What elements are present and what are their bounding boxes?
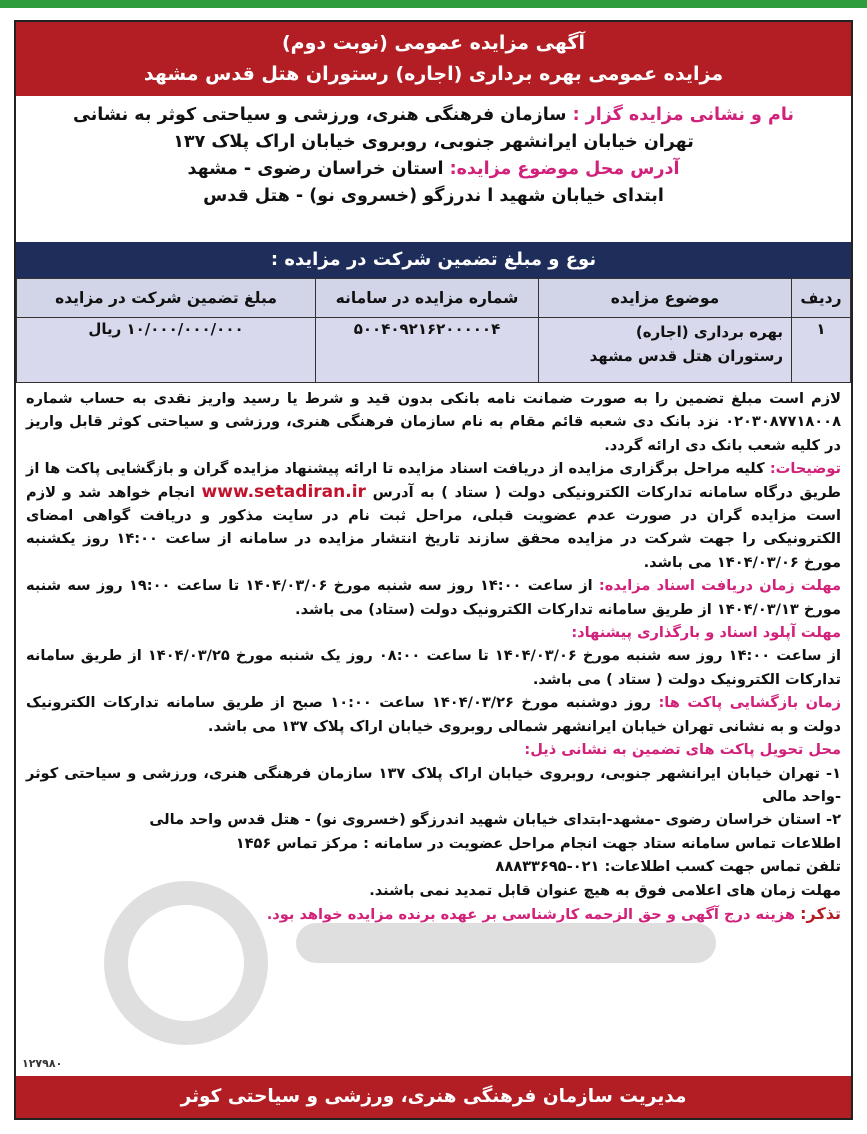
top-green-rule: [0, 0, 867, 8]
organizer-section: [16, 96, 851, 242]
cell-number: ۵۰۰۴۰۹۲۱۶۲۰۰۰۰۰۴: [316, 318, 539, 383]
table-row: [17, 318, 851, 383]
delivery-label: محل تحویل پاکت های تضمین به نشانی ذیل:: [524, 741, 841, 759]
delivery-address-2: ۲- استان خراسان رضوی -مشهد-ابتدای خیابان شهید اندرزگو (خسروی نو) - هتل قدس واحد مالی: [149, 811, 841, 829]
cell-subject-line-1: بهره برداری (اجاره): [635, 323, 783, 341]
notes-label: توضیحات:: [769, 460, 841, 478]
upload-label: مهلت آپلود اسناد و بارگذاری پیشنهاد:: [571, 624, 841, 642]
cell-index: ۱: [792, 318, 851, 383]
type-section-title: نوع و مبلغ تضمین شرکت در مزایده :: [16, 242, 851, 278]
col-header-number: شماره مزایده در سامانه: [316, 279, 539, 318]
notes-text-b: انجام خواهد شد و لازم است مزایده گران در صورت عدم عضویت قبلی، مراحل ثبت نام در سایت مذکور و دریافت گواهی امضای الکترونیکی را جهت شرکت در مزایده محقق سازند تاریخ انتشار مزایده در سامانه از ساعت ۱۴:۰۰ روز یکشنبه مورخ ۱۴۰۴/۰۳/۰۶ می باشد.: [26, 483, 841, 571]
auction-table: [16, 278, 851, 383]
docs-text: از ساعت ۱۴:۰۰ روز سه شنبه مورخ ۱۴۰۴/۰۳/۰۶ تا ساعت ۱۹:۰۰ روز سه شنبه مورخ ۱۴۰۴/۰۳/۱۳ از طریق سامانه تدارکات الکترونیک دولت (ستاد) می باشد.: [26, 577, 841, 618]
location-label: آدرس محل موضوع مزایده:: [449, 159, 680, 179]
opening-text: روز دوشنبه مورخ ۱۴۰۴/۰۳/۲۶ ساعت ۱۰:۰۰ صبح از طریق سامانه تدارکات الکترونیک دولت و به نشانی تهران خیابان ایرانشهر شمالی روبروی خیابان اراک پلاک ۱۳۷ می باشد.: [26, 694, 841, 735]
docs-label: مهلت زمان دریافت اسناد مزایده:: [598, 577, 842, 595]
location-line-1: [30, 156, 837, 183]
contact-setad: اطلاعات تماس سامانه ستاد جهت انجام مراحل عضویت در سامانه : مرکز تماس ۱۴۵۶: [235, 834, 841, 852]
col-header-index: ردیف: [792, 279, 851, 318]
delivery-label-line: [26, 738, 841, 761]
upload-label-line: [26, 621, 841, 644]
docs-paragraph: [26, 574, 841, 621]
notes-paragraph: [26, 457, 841, 574]
reminder-label: تذکر:: [800, 903, 841, 923]
table-header-row: [17, 279, 851, 318]
ad-header: [16, 22, 851, 96]
ad-body: [16, 383, 851, 926]
opening-label: زمان بازگشایی پاکت ها:: [658, 694, 841, 712]
deadline-note: مهلت زمان های اعلامی فوق به هیچ عنوان قابل تمدید نمی باشند.: [369, 881, 841, 899]
opening-paragraph: [26, 691, 841, 738]
ad-footer: مدیریت سازمان فرهنگی هنری، ورزشی و سیاحتی کوثر: [16, 1076, 851, 1118]
guarantee-paragraph: لازم است مبلغ تضمین را به صورت ضمانت نامه بانکی بدون قید و شرط یا رسید واریز نقدی به حساب شماره ۰۲۰۳۰۸۷۷۱۸۰۰۸ نزد بانک دی شعبه قائم مقام به نام سازمان فرهنگی هنری، ورزشی و سیاحتی کوثر قابل واریز در کلیه شعب بانک دی ارائه گردد.: [26, 390, 841, 454]
location-text-2: ابتدای خیابان شهید ا ندرزگو (خسروی نو) - هتل قدس: [203, 186, 664, 206]
ad-code: ۱۲۷۹۸۰: [22, 1057, 63, 1070]
ad-title: آگهی مزایده عمومی (نوبت دوم): [282, 32, 585, 54]
organizer-text-2: تهران خیابان ایرانشهر جنوبی، روبروی خیابان اراک پلاک ۱۳۷: [173, 132, 694, 152]
upload-text: از ساعت ۱۴:۰۰ روز سه شنبه مورخ ۱۴۰۴/۰۳/۰۶ تا ساعت ۰۸:۰۰ روز یک شنبه مورخ ۱۴۰۴/۰۳/۲۵ از طریق سامانه تدارکات الکترونیک دولت ( ستاد ) می باشد.: [26, 647, 842, 688]
ad-frame: [14, 20, 853, 1120]
col-header-guarantee: مبلغ تضمین شرکت در مزایده: [17, 279, 316, 318]
notes-text-a: کلیه مراحل برگزاری مزایده از دریافت اسناد مزایده تا ارائه پیشنهاد مزایده گران و بازگشایی پاکت ها از طریق درگاه سامانه تدارکات الکترونیکی دولت ( ستاد ) به آدرس: [26, 460, 841, 501]
organizer-line-1: [30, 102, 837, 129]
organizer-text-1: سازمان فرهنگی هنری، ورزشی و سیاحتی کوثر به نشانی: [72, 105, 567, 125]
col-header-subject: موضوع مزایده: [539, 279, 792, 318]
reminder-paragraph: [26, 902, 841, 926]
organizer-label: نام و نشانی مزایده گزار :: [572, 105, 794, 125]
setadiran-link[interactable]: www.setadiran.ir: [201, 481, 366, 502]
cell-guarantee: ۱۰/۰۰۰/۰۰۰/۰۰۰ ریال: [17, 318, 316, 383]
cell-subject: [539, 318, 792, 383]
cell-subject-line-2: رستوران هتل قدس مشهد: [589, 347, 783, 365]
contact-phone: تلفن تماس جهت کسب اطلاعات: ۰۲۱-۸۸۸۳۳۶۹۵: [495, 858, 841, 876]
delivery-address-1: ۱- تهران خیابان ایرانشهر جنوبی، روبروی خیابان اراک پلاک ۱۳۷ سازمان فرهنگی هنری، ورزشی و سیاحتی کوثر -واحد مالی: [26, 764, 841, 805]
reminder-text: هزینه درج آگهی و حق الزحمه کارشناسی بر عهده برنده مزایده خواهد بود.: [266, 905, 795, 923]
ad-subtitle: مزایده عمومی بهره برداری (اجاره) رستوران هتل قدس مشهد: [143, 63, 724, 85]
location-text-1: استان خراسان رضوی - مشهد: [187, 159, 444, 179]
